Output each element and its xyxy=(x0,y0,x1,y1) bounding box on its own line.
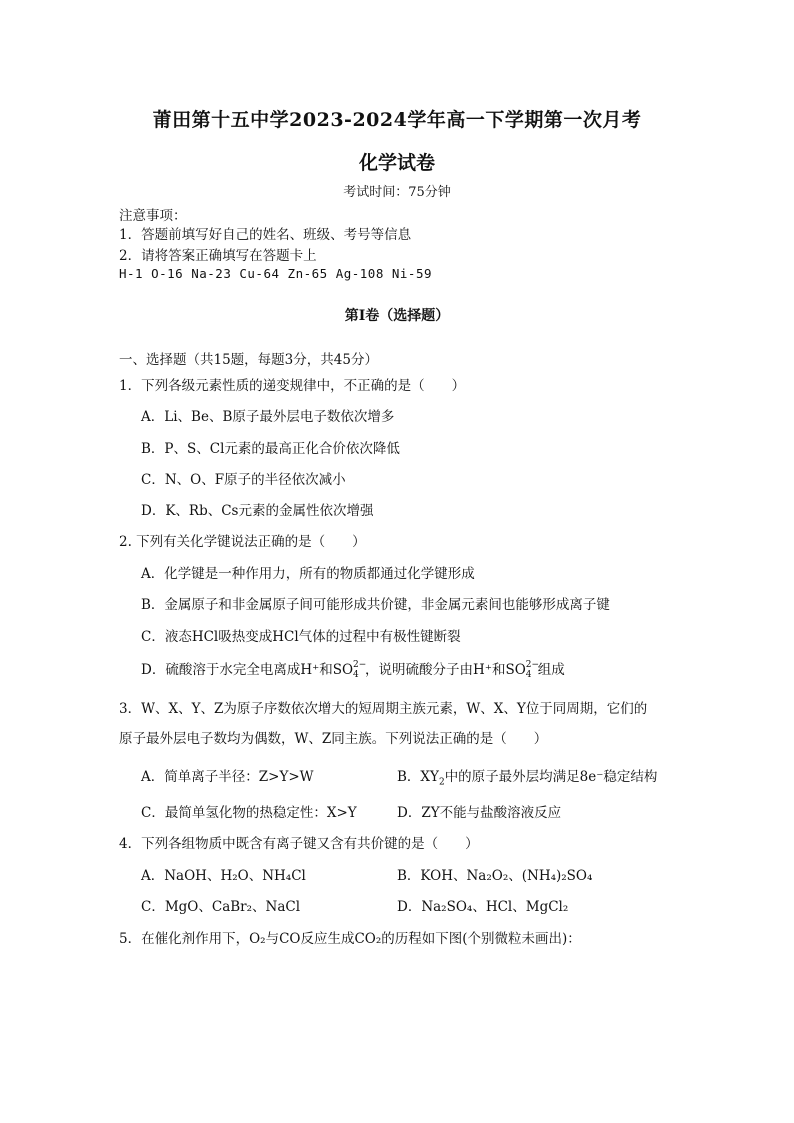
q3-option-b-subscript: 2 xyxy=(438,777,445,788)
q2-option-d-text-1: D．硫酸溶于水完全电离成H⁺和SO xyxy=(141,662,354,678)
q4-stem: 4．下列各组物质中既含有离子键又含有共价键的是（ ） xyxy=(119,836,479,852)
q3-option-d: D．ZY不能与盐酸溶液反应 xyxy=(397,805,562,821)
q2-option-a: A．化学键是一种作用力，所有的物质都通过化学键形成 xyxy=(141,566,475,582)
exam-title: 莆田第十五中学2023-2024学年高一下学期第一次月考 xyxy=(152,109,642,131)
exam-subtitle: 化学试卷 xyxy=(358,152,435,174)
note-item-2: 2．请将答案正确填写在答题卡上 xyxy=(119,248,317,264)
sulfate-charge-2 xyxy=(525,659,540,680)
section-intro: 一、选择题（共15题，每题3分，共45分） xyxy=(119,352,378,368)
q3-option-a: A．简单离子半径：Z>Y>W xyxy=(141,769,314,785)
q2-option-d-text-3: 组成 xyxy=(537,662,565,678)
q2-option-b: B．金属原子和非金属原子间可能形成共价键，非金属元素间也能够形成离子键 xyxy=(141,597,610,613)
ion-subscript-2: 4 xyxy=(525,669,532,680)
q1-option-a: A．Li、Be、B原子最外层电子数依次增多 xyxy=(141,409,395,425)
q4-option-c: C．MgO、CaBr₂、NaCl xyxy=(141,899,301,915)
q3-option-b-text-1: B．XY xyxy=(397,769,439,785)
q4-option-a: A．NaOH、H₂O、NH₄Cl xyxy=(141,868,306,884)
ion-subscript: 4 xyxy=(353,669,359,680)
q3-stem-line-2: 原子最外层电子数均为偶数，W、Z同主族。下列说法正确的是（ ） xyxy=(119,731,548,747)
q3-option-c: C．最简单氢化物的热稳定性：X>Y xyxy=(141,805,357,821)
q3-option-b-text-2: 中的原子最外层均满足8e⁻稳定结构 xyxy=(444,769,658,785)
q4-option-b: B．KOH、Na₂O₂、(NH₄)₂SO₄ xyxy=(397,868,593,884)
q1-stem: 1．下列各级元素性质的递变规律中，不正确的是（ ） xyxy=(119,378,466,394)
sulfate-charge xyxy=(353,659,367,680)
q1-option-d: D．K、Rb、Cs元素的金属性依次增强 xyxy=(141,503,374,519)
exam-time: 考试时间：75分钟 xyxy=(343,185,451,200)
q3-option-b xyxy=(397,765,657,788)
q1-option-b: B．P、S、Cl元素的最高正化合价依次降低 xyxy=(141,441,400,457)
q2-option-d xyxy=(141,658,565,678)
section-title: 第I卷（选择题） xyxy=(344,308,450,324)
q1-option-c: C．N、O、F原子的半径依次减小 xyxy=(141,472,346,488)
q4-option-d: D．Na₂SO₄、HCl、MgCl₂ xyxy=(397,899,569,915)
note-item-1: 1．答题前填写好自己的姓名、班级、考号等信息 xyxy=(119,227,412,243)
q5-stem: 5．在催化剂作用下，O₂与CO反应生成CO₂的历程如下图(个别微粒未画出)： xyxy=(119,931,581,947)
q3-stem-line-1: 3．W、X、Y、Z为原子序数依次增大的短周期主族元素，W、X、Y位于同周期，它们的 xyxy=(119,701,648,717)
notes-heading: 注意事项： xyxy=(119,208,187,224)
q2-option-d-text-2: ，说明硫酸分子由H⁺和SO xyxy=(365,662,526,678)
ion-charge-2: 2− xyxy=(525,659,540,670)
q2-option-c: C．液态HCl吸热变成HCl气体的过程中有极性键断裂 xyxy=(141,629,461,645)
q2-stem: 2. 下列有关化学键说法正确的是（ ） xyxy=(119,534,366,550)
atomic-masses: H-1 O-16 Na-23 Cu-64 Zn-65 Ag-108 Ni-59 xyxy=(119,266,432,281)
ion-charge: 2− xyxy=(353,659,367,670)
